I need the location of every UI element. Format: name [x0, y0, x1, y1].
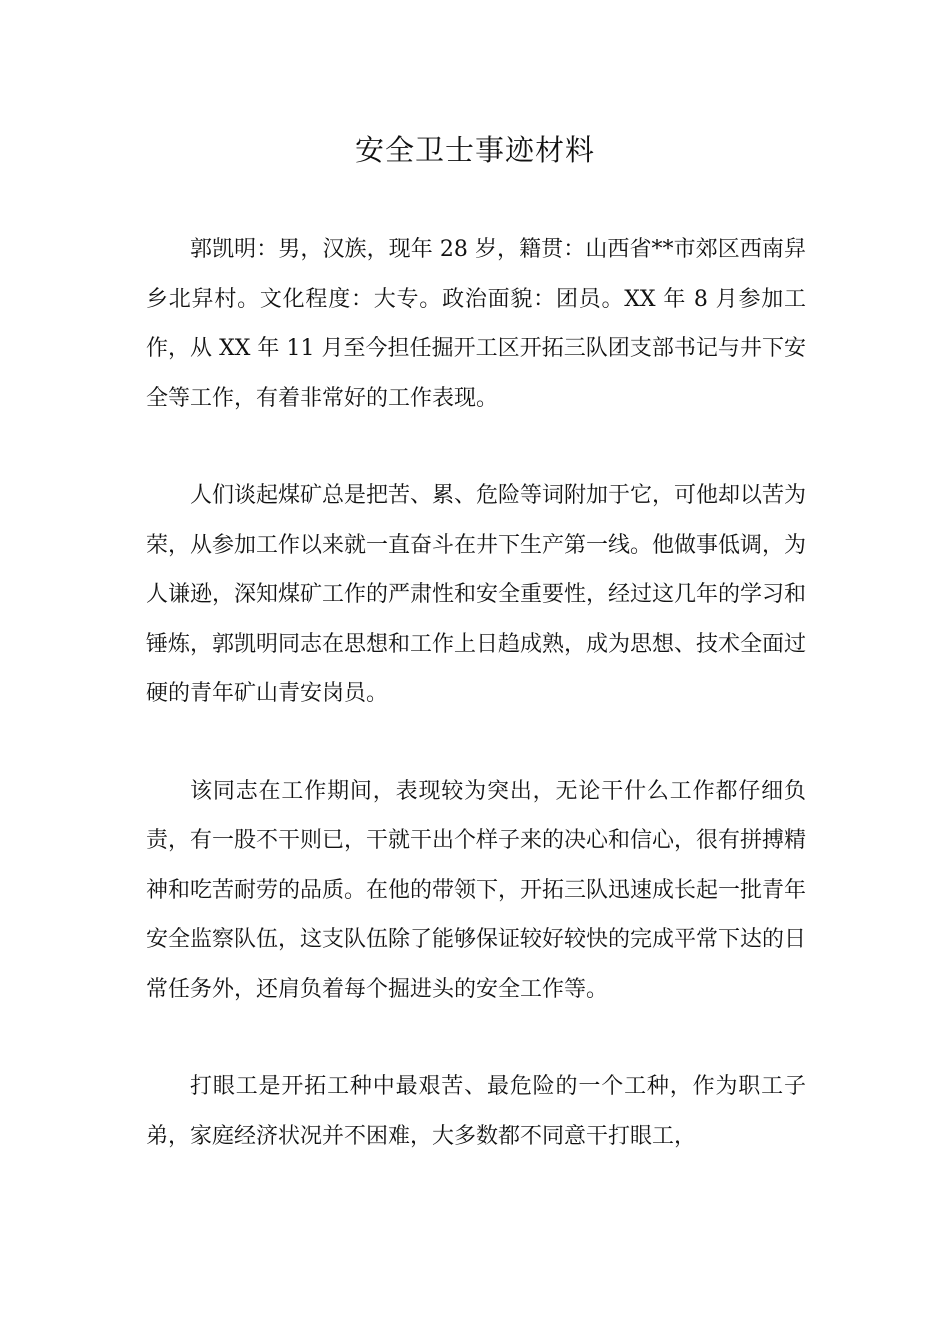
paragraph-4: 打眼工是开拓工种中最艰苦、最危险的一个工种，作为职工子弟，家庭经济状况并不困难，大多数都不同意干打眼工，: [146, 1074, 806, 1149]
document-title: 安全卫士事迹材料: [354, 133, 595, 167]
document-body: [146, 225, 806, 1209]
paragraph-2: 人们谈起煤矿总是把苦、累、危险等词附加于它，可他却以苦为荣，从参加工作以来就一直奋斗在井下生产第一线。他做事低调，为人谦逊，深知煤矿工作的严肃性和安全重要性，经过这几年的学习和锤炼，郭凯明同志在思想和工作上日趋成熟，成为思想、技术全面过硬的青年矿山青安岗员。: [146, 483, 807, 706]
paragraph-1: 郭凯明：男，汉族，现年 28 岁，籍贯：山西省**市郊区西南舁乡北舁村。文化程度：大专。政治面貌：团员。XX 年 8 月参加工作，从 XX 年 11 月至今担任掘开工区开拓三队团支部书记与井下安全等工作，有着非常好的工作表现。: [146, 237, 806, 411]
paragraph-3: 该同志在工作期间，表现较为突出，无论干什么工作都仔细负责，有一股不干则已，干就干出个样子来的决心和信心，很有拼搏精神和吃苦耐劳的品质。在他的带领下，开拓三队迅速成长起一批青年安全监察队伍，这支队伍除了能够保证较好较快的完成平常下达的日常任务外，还肩负着每个掘进头的安全工作等。: [146, 778, 807, 1002]
